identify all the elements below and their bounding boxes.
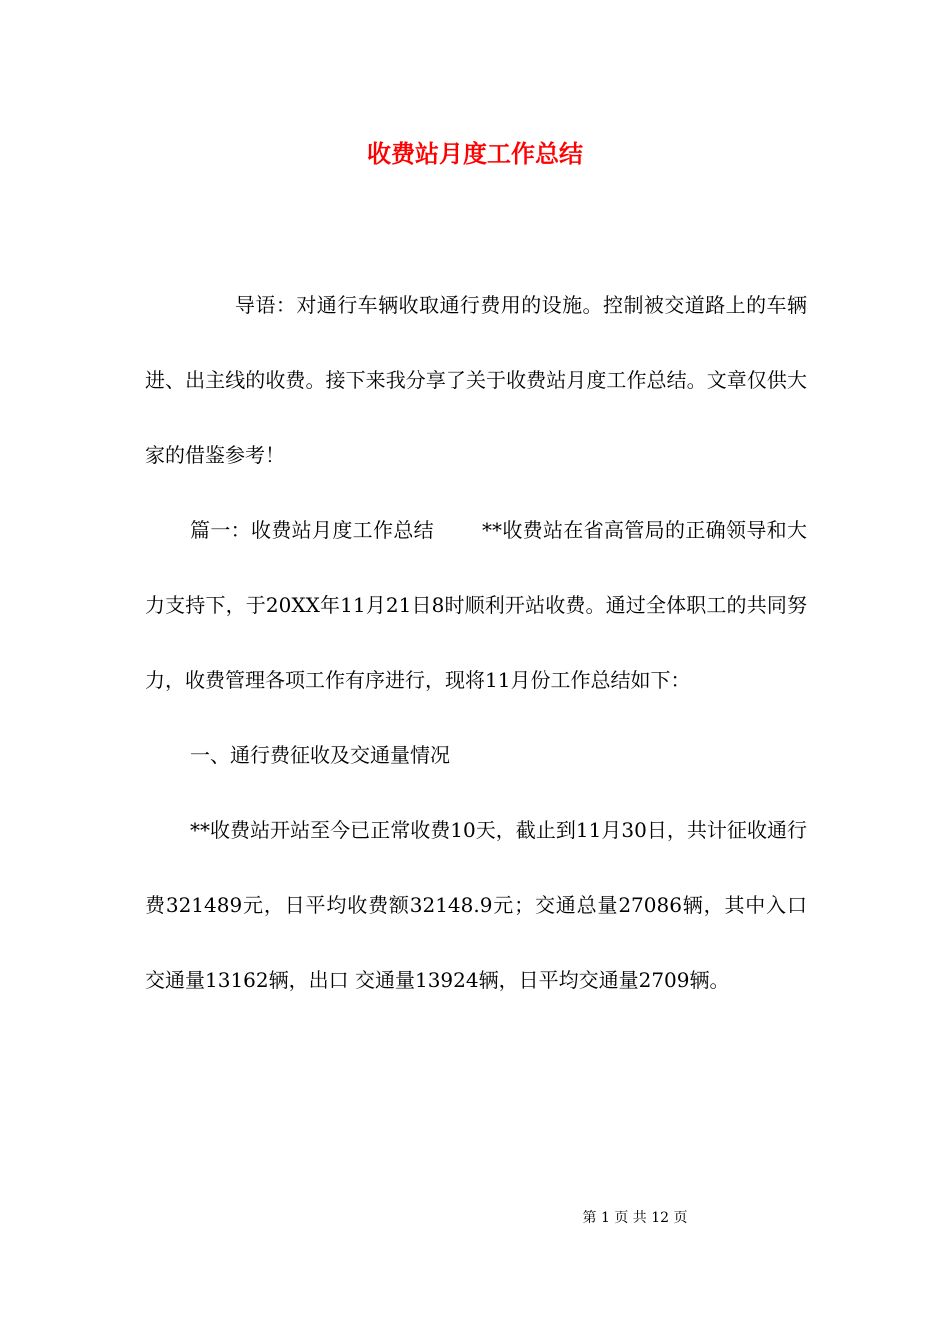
- section-paragraph: **收费站开站至今已正常收费10天，截止到11月30日，共计征收通行费321489元，日平均收费额32148.9元；交通总量27086辆，其中入口 交通量13162辆，出口 交通量13924辆，日平均交通量2709辆。: [145, 818, 807, 992]
- document-title: 收费站月度工作总结: [367, 139, 583, 168]
- footer-current-page: 1: [600, 1210, 610, 1226]
- document-body: [145, 268, 807, 1018]
- chapter-paragraph: [145, 493, 807, 718]
- chapter-text: **收费站在省高管局的正确领导和大力支持下，于20XX年11月21日8时顺利开站收费。通过全体职工的共同努力，收费管理各项工作有序进行，现将11月份工作总结如下：: [145, 518, 807, 692]
- footer-prefix: 第: [582, 1210, 597, 1226]
- section-heading: 一、通行费征收及交通量情况: [190, 743, 450, 767]
- footer-middle: 页 共: [614, 1210, 647, 1226]
- footer-suffix: 页: [673, 1210, 688, 1226]
- page-footer: [0, 1208, 950, 1228]
- intro-paragraph: 导语：对通行车辆收取通行费用的设施。控制被交道路上的车辆进、出主线的收费。接下来我分享了关于收费站月度工作总结。文章仅供大家的借鉴参考！: [145, 293, 807, 467]
- footer-total-pages: 12: [651, 1210, 670, 1226]
- chapter-heading: 篇一：收费站月度工作总结: [190, 518, 434, 542]
